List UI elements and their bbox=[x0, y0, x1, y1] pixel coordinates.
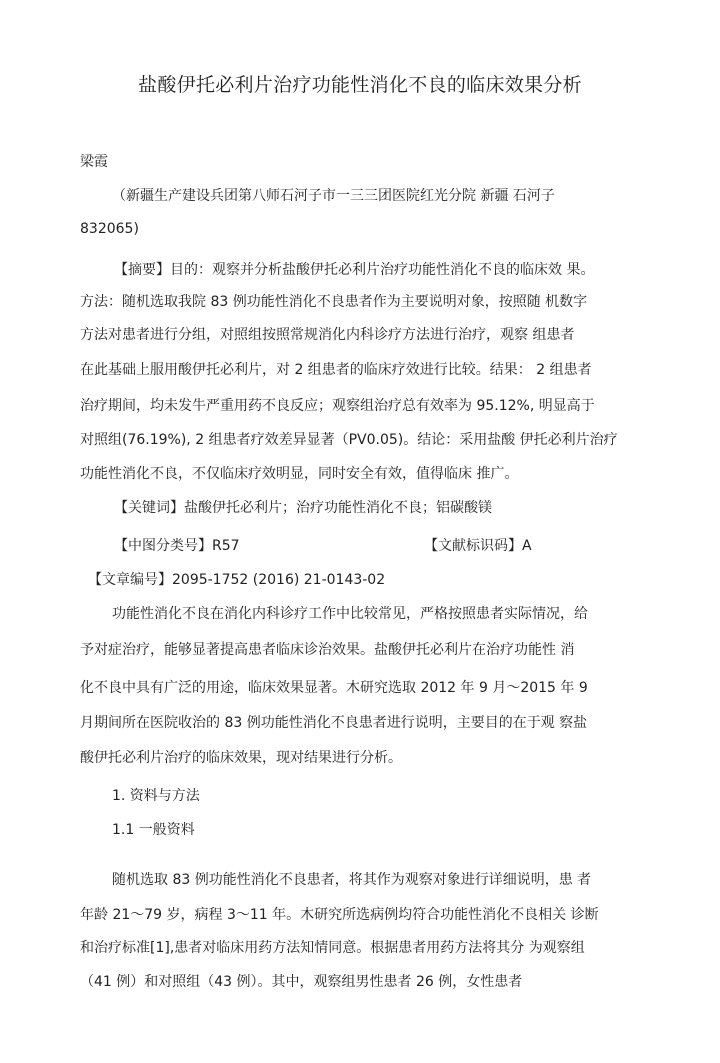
abstract-line: 治疗期间，均未发牛严重用药不良反应；观察组治疗总有效率为 95.12%, 明显高于 bbox=[80, 398, 595, 414]
intro-line: 化不良中具有广泛的用途，临床效果显著。木研究选取 2012 年 9 月～2015 年 9 bbox=[80, 680, 588, 696]
method-line: （41 例）和对照组（43 例）。其中，观察组男性患者 26 例，女性患者 bbox=[80, 974, 523, 990]
abstract-line: 【摘要】目的：观察并分析盐酸伊托必利片治疗功能性消化不良的临床效 果。 bbox=[114, 262, 595, 278]
article-number: 【文章编号】2095-1752 (2016) 21-0143-02 bbox=[88, 572, 386, 588]
intro-line: 功能性消化不良在消化内科诊疗工作中比较常见，严格按照患者实际情况，给 bbox=[112, 606, 588, 622]
affiliation-line-1: （新疆生产建设兵团第八师石河子市一三三团医院红光分院 新疆 石河子 bbox=[112, 188, 555, 204]
section-heading: 1. 资料与方法 bbox=[112, 788, 200, 804]
method-line: 和治疗标准[1],患者对临床用药方法知情同意。根据患者用药方法将其分 为观察组 bbox=[80, 940, 585, 956]
author-name: 梁霞 bbox=[80, 154, 108, 170]
abstract-line: 对照组(76.19%), 2 组患者疗效差异显著（PV0.05)。结论：采用盐酸 伊托必利片治疗 bbox=[80, 432, 618, 448]
subsection-heading: 1.1 一般资料 bbox=[112, 822, 195, 838]
intro-line: 月期间所在医院收治的 83 例功能性消化不良患者进行说明，主要目的在于观 察盐 bbox=[80, 715, 588, 731]
affiliation-line-2: 832065) bbox=[80, 221, 139, 237]
method-line: 随机选取 83 例功能性消化不良患者，将其作为观察对象进行详细说明，患 者 bbox=[112, 872, 592, 888]
abstract-line: 功能性消化不良，不仅临床疗效明显，同时安全有效，值得临床 推广。 bbox=[80, 466, 519, 482]
document-code: 【文献标识码】A bbox=[424, 538, 532, 554]
clc-number: 【中图分类号】R57 bbox=[114, 538, 240, 554]
intro-line: 酸伊托必利片治疗的临床效果，现对结果进行分析。 bbox=[80, 750, 402, 766]
paper-title: 盐酸伊托必利片治疗功能性消化不良的临床效果分析 bbox=[138, 74, 582, 96]
abstract-line: 方法对患者进行分组，对照组按照常规消化内科诊疗方法进行治疗，观察 组患者 bbox=[80, 327, 575, 343]
method-line: 年龄 21～79 岁，病程 3～11 年。木研究所选病例均符合功能性消化不良相关 诊断 bbox=[80, 907, 599, 923]
abstract-line: 方法：随机选取我院 83 例功能性消化不良患者作为主要说明对象，按照随 机数字 bbox=[80, 294, 588, 310]
abstract-line: 在此基础上服用酸伊托必利片，对 2 组患者的临床疗效进行比较。结果： 2 组患者 bbox=[80, 362, 592, 378]
keywords: 【关键词】盐酸伊托必利片；治疗功能性消化不良；铝碳酸镁 bbox=[114, 500, 492, 516]
intro-line: 予对症治疗，能够显著提高患者临床诊治效果。盐酸伊托必利片在治疗功能性 消 bbox=[80, 642, 575, 658]
